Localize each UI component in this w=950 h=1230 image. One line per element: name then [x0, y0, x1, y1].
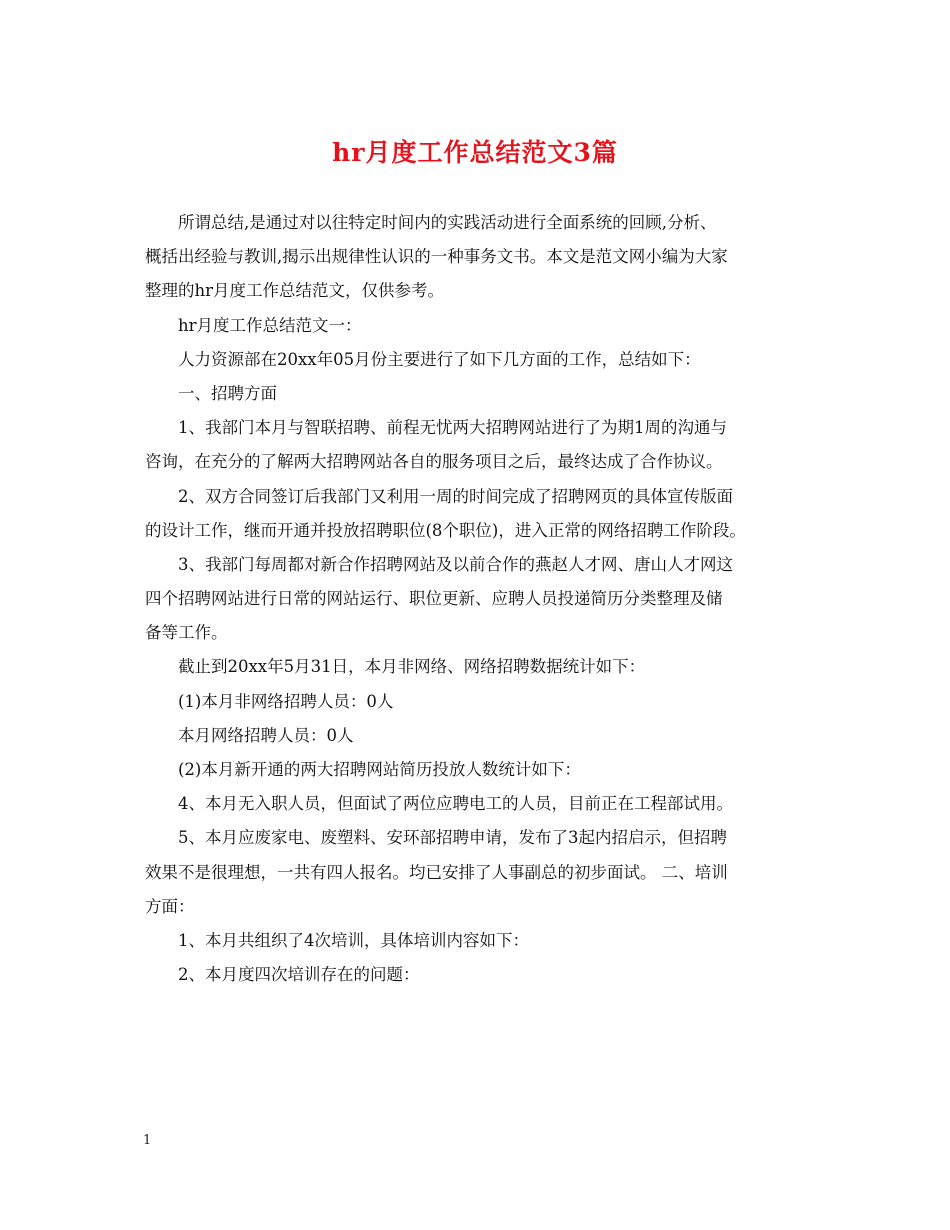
body-line: 效果不是很理想，一共有四人报名。均已安排了人事副总的初步面试。 二、培训	[145, 862, 728, 882]
body-line: 四个招聘网站进行日常的网站运行、职位更新、应聘人员投递简历分类整理及储	[145, 589, 723, 609]
document-body	[145, 206, 810, 992]
body-line: 截止到20xx年5月31日，本月非网络、网络招聘数据统计如下：	[178, 657, 646, 677]
body-line: 方面：	[145, 896, 195, 916]
body-line: 所谓总结,是通过对以往特定时间内的实践活动进行全面系统的回顾,分析、	[178, 213, 717, 232]
body-line: (1)本月非网络招聘人员：0人	[178, 691, 394, 711]
body-line: 的设计工作，继而开通并投放招聘职位(8个职位)，进入正常的网络招聘工作阶段。	[145, 520, 746, 540]
body-line: 1、我部门本月与智联招聘、前程无忧两大招聘网站进行了为期1周的沟通与	[178, 418, 727, 438]
body-line: 整理的hr月度工作总结范文，仅供参考。	[145, 281, 445, 301]
body-line: (2)本月新开通的两大招聘网站简历投放人数统计如下：	[178, 760, 581, 779]
document-title: hr月度工作总结范文3篇	[332, 138, 618, 167]
body-line: 概括出经验与教训,揭示出规律性认识的一种事务文书。本文是范文网小编为大家	[145, 247, 728, 267]
body-line: 3、我部门每周都对新合作招聘网站及以前合作的燕赵人才网、唐山人才网这	[178, 554, 733, 574]
body-line: 人力资源部在20xx年05月份主要进行了如下几方面的工作，总结如下：	[178, 349, 701, 369]
body-line: 2、双方合同签订后我部门又利用一周的时间完成了招聘网页的具体宣传版面	[178, 486, 733, 506]
body-line: hr月度工作总结范文一：	[178, 315, 362, 335]
body-line: 4、本月无入职人员，但面试了两位应聘电工的人员，目前正在工程部试用。	[178, 794, 733, 814]
body-line: 1、本月共组织了4次培训，具体培训内容如下：	[178, 930, 529, 950]
body-line: 咨询，在充分的了解两大招聘网站各自的服务项目之后，最终达成了合作协议。	[145, 452, 723, 472]
body-line: 本月网络招聘人员：0人	[178, 725, 354, 745]
body-line: 5、本月应废家电、废塑料、安环部招聘申请，发布了3起内招启示，但招聘	[178, 828, 727, 848]
page-number: 1	[143, 1133, 152, 1148]
body-line: 一、招聘方面	[178, 383, 277, 403]
body-line: 备等工作。	[145, 623, 228, 643]
body-line: 2、本月度四次培训存在的问题：	[178, 965, 420, 985]
